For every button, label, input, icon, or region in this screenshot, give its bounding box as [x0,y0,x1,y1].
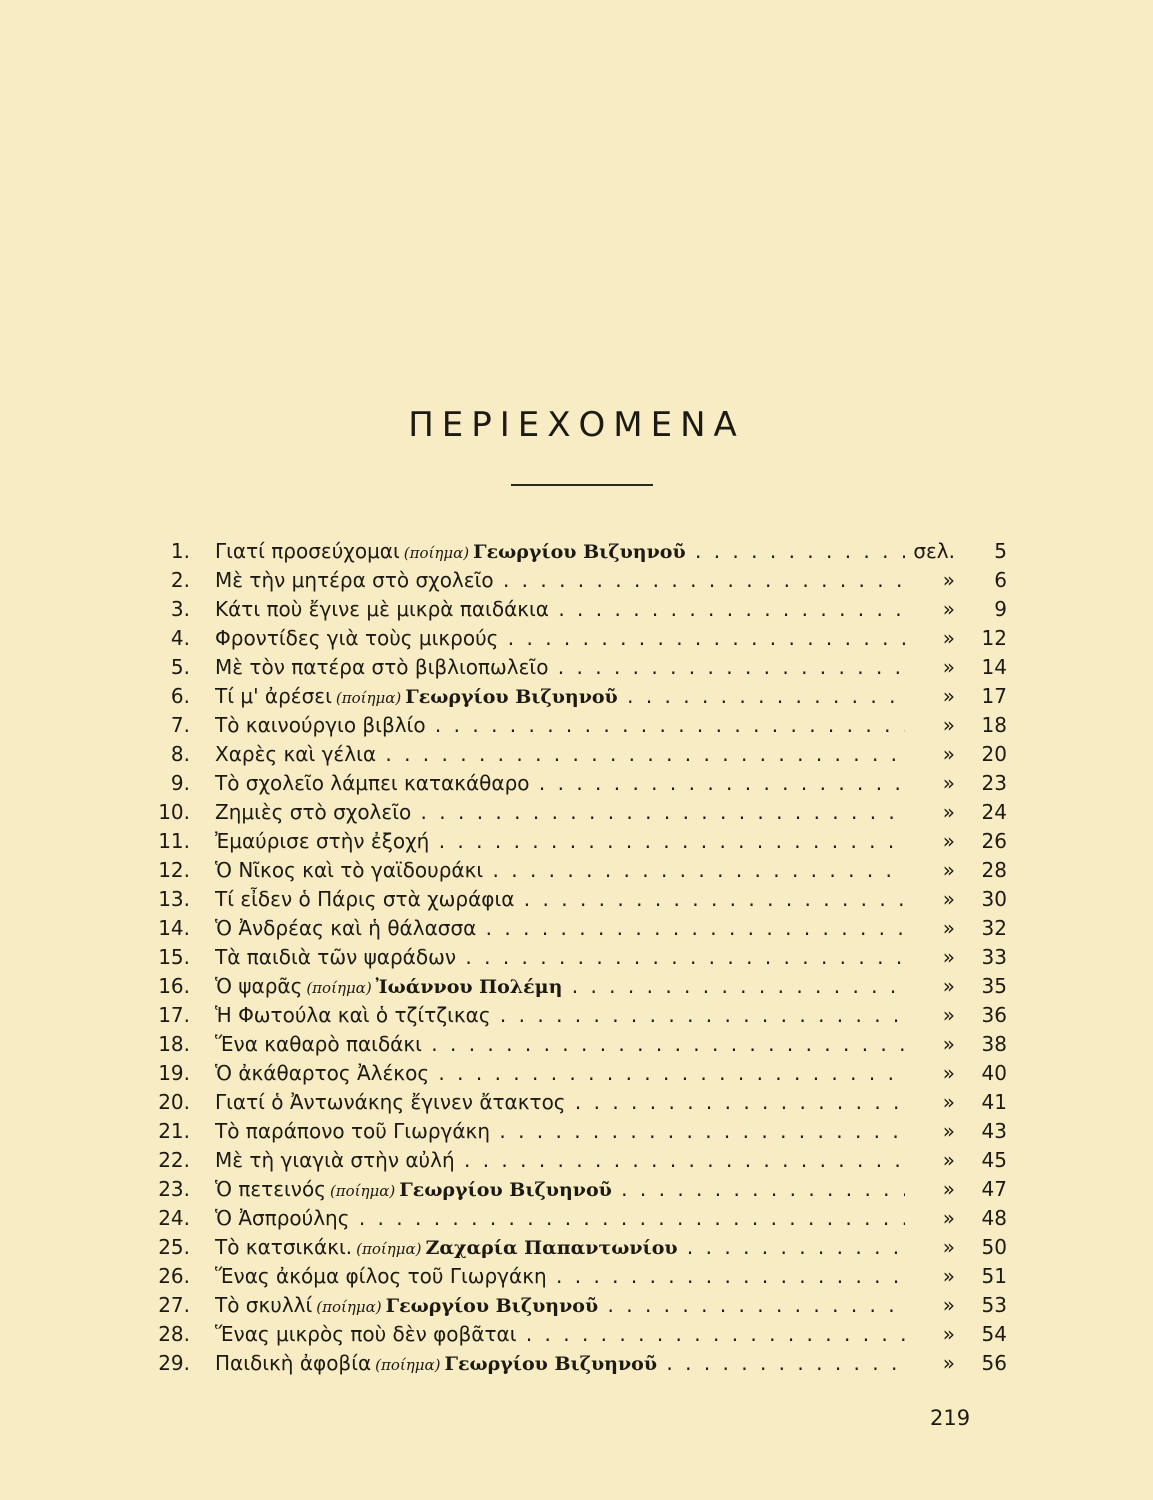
entry-page: 28 [981,858,1007,882]
entry-title: Τὸ σκυλλί [215,1293,313,1317]
page-marker: » [942,974,955,998]
entry-title: Ζημιὲς στὸ σχολεῖο [215,800,412,824]
dot-leader [657,1351,905,1375]
entry-page: 9 [994,597,1007,621]
entry-page: 51 [981,1264,1007,1288]
dot-leader [491,1003,905,1027]
entry-text [215,769,905,798]
page-number: 219 [930,1406,971,1430]
entry-genre: (ποίημα) [335,689,402,707]
entry-title: Τί μ' ἀρέσει [215,684,332,708]
toc-entry [0,914,1153,943]
page-marker: » [942,626,955,650]
entry-title: Ὁ Ἀνδρέας καὶ ἡ θάλασσα [215,916,477,940]
entry-title: Τὸ καινούργιο βιβλίο [215,713,426,737]
dot-leader [678,1235,905,1259]
page-marker: » [942,713,955,737]
page-marker: » [942,655,955,679]
entry-text [215,943,905,972]
page-marker: » [942,1206,955,1230]
toc-entry [0,1349,1153,1378]
entry-page: 32 [981,916,1007,940]
toc-entry [0,943,1153,972]
entry-text [215,1204,905,1233]
page-marker: » [942,742,955,766]
entry-page: 50 [981,1235,1007,1259]
entry-page: 54 [981,1322,1007,1346]
entry-title: Ὁ ἀκάθαρτος Ἀλέκος [215,1061,430,1085]
page-marker: » [942,1351,955,1375]
dot-leader [686,539,905,563]
entry-number: 4. [170,626,190,650]
page-marker: » [942,1235,955,1259]
entry-title: Μὲ τὸν πατέρα στὸ βιβλιοπωλεῖο [215,655,549,679]
entry-author: Γεωργίου Βιζυηνοῦ [444,1353,658,1375]
entry-page: 38 [981,1032,1007,1056]
entry-page: 5 [994,539,1007,563]
entry-number: 27. [158,1293,190,1317]
title-divider [511,484,653,486]
entry-number: 6. [170,684,190,708]
dot-leader [566,1090,905,1114]
entry-number: 2. [170,568,190,592]
dot-leader [422,1032,905,1056]
entry-page: 41 [981,1090,1007,1114]
page-marker: » [942,945,955,969]
entry-number: 19. [158,1061,190,1085]
dot-leader [349,1206,905,1230]
entry-genre: (ποίημα) [375,1356,441,1374]
entry-title: Γιατί προσεύχομαι [215,539,400,563]
toc-entry [0,856,1153,885]
toc-entry [0,595,1153,624]
page-marker: » [942,800,955,824]
entry-text [215,1320,905,1349]
page-marker: » [942,829,955,853]
toc-entry [0,1233,1153,1262]
entry-page: 43 [981,1119,1007,1143]
toc-entry [0,711,1153,740]
entry-text [215,1088,905,1117]
entry-page: 14 [981,655,1007,679]
entry-text [215,798,905,827]
page-marker: » [942,887,955,911]
entry-text [215,566,905,595]
entry-text [215,1175,905,1206]
entry-text [215,914,905,943]
entry-number: 28. [158,1322,190,1346]
page-marker: » [942,858,955,882]
dot-leader [548,655,905,679]
entry-title: Τὰ παιδιὰ τῶν ψαράδων [215,945,457,969]
dot-leader [498,626,905,650]
entry-number: 23. [158,1177,190,1201]
dot-leader [426,713,905,737]
page-marker: » [942,1003,955,1027]
entry-page: 47 [981,1177,1007,1201]
entry-page: 17 [981,684,1007,708]
entry-number: 25. [158,1235,190,1259]
page-marker: » [942,1090,955,1114]
dot-leader [618,684,905,708]
dot-leader [514,887,905,911]
dot-leader [562,974,905,998]
entry-number: 11. [158,829,190,853]
toc-entry [0,1204,1153,1233]
entry-title: Ὁ πετεινός [215,1177,326,1201]
entry-genre: (ποίημα) [356,1240,422,1258]
page-marker: » [942,771,955,795]
entry-number: 14. [158,916,190,940]
entry-number: 8. [170,742,190,766]
toc-entry [0,1059,1153,1088]
entry-text [215,1117,905,1146]
dot-leader [429,829,905,853]
entry-title: Ἕνας μικρὸς ποὺ δὲν φοβᾶται [215,1322,517,1346]
toc-entry [0,566,1153,595]
page-marker: » [942,1177,955,1201]
toc-entry [0,1001,1153,1030]
entry-page: 24 [981,800,1007,824]
dot-leader [429,1061,905,1085]
entry-page: 18 [981,713,1007,737]
entry-title: Ἕνα καθαρὸ παιδάκι [215,1032,422,1056]
entry-text [215,653,905,682]
entry-genre: (ποίημα) [329,1182,396,1200]
entry-text [215,827,905,856]
entry-title: Τὸ κατσικάκι. [215,1235,353,1259]
entry-title: Τὸ παράπονο τοῦ Γιωργάκη [215,1119,490,1143]
dot-leader [494,568,905,592]
toc-entry [0,1262,1153,1291]
entry-genre: (ποίημα) [306,979,372,997]
entry-number: 24. [158,1206,190,1230]
entry-number: 13. [158,887,190,911]
toc-entry [0,827,1153,856]
page-marker: » [942,1148,955,1172]
entry-title: Ἐμαύρισε στὴν ἐξοχή [215,829,430,853]
entry-text [215,1146,905,1175]
entry-number: 12. [158,858,190,882]
toc-entry [0,1117,1153,1146]
entry-number: 1. [170,539,190,563]
entry-text [215,1059,905,1088]
page-marker: » [942,1322,955,1346]
entry-number: 21. [158,1119,190,1143]
entry-number: 3. [170,597,190,621]
dot-leader [456,945,905,969]
entry-author: Ἰωάννου Πολέμη [375,976,563,998]
entry-page: 12 [981,626,1007,650]
entry-author: Γεωργίου Βιζυηνοῦ [385,1295,599,1317]
page-marker: » [942,1119,955,1143]
toc-entry [0,1175,1153,1204]
entry-page: 33 [981,945,1007,969]
entry-number: 29. [158,1351,190,1375]
page-marker: » [942,568,955,592]
page-marker: » [942,1061,955,1085]
entry-page: 48 [981,1206,1007,1230]
entry-text [215,682,905,713]
entry-number: 20. [158,1090,190,1114]
page-marker: » [942,1032,955,1056]
entry-text [215,740,905,769]
dot-leader [490,1119,905,1143]
entry-number: 22. [158,1148,190,1172]
entry-title: Παιδικὴ ἀφοβία [215,1351,372,1375]
entry-page: 40 [981,1061,1007,1085]
entry-page: 35 [981,974,1007,998]
toc-entry [0,1291,1153,1320]
dot-leader [598,1293,905,1317]
entry-page: 6 [994,568,1007,592]
entry-text [215,624,905,653]
dot-leader [612,1177,905,1201]
entry-page: 23 [981,771,1007,795]
toc-entry [0,1320,1153,1349]
entry-text [215,1262,905,1291]
entry-number: 7. [170,713,190,737]
entry-text [215,1001,905,1030]
page-marker: σελ. [913,539,955,563]
toc-entry [0,769,1153,798]
entry-number: 10. [158,800,190,824]
dot-leader [530,771,905,795]
entry-text [215,595,905,624]
entry-title: Ὁ Ἀσπρούλης [215,1206,350,1230]
entry-page: 56 [981,1351,1007,1375]
entry-title: Τὸ σχολεῖο λάμπει κατακάθαρο [215,771,530,795]
dot-leader [483,858,905,882]
entry-title: Ἡ Φωτούλα καὶ ὁ τζίτζικας [215,1003,491,1027]
entry-title: Φροντίδες γιὰ τοὺς μικρούς [215,626,499,650]
toc-entry [0,537,1153,566]
entry-page: 36 [981,1003,1007,1027]
entry-number: 26. [158,1264,190,1288]
entry-number: 5. [170,655,190,679]
entry-title: Γιατί ὁ Ἀντωνάκης ἔγινεν ἄτακτος [215,1090,566,1114]
entry-title: Μὲ τὴ γιαγιὰ στὴν αὐλή [215,1148,455,1172]
dot-leader [455,1148,905,1172]
table-of-contents [0,537,1153,1378]
entry-text [215,1030,905,1059]
entry-text [215,1291,905,1322]
toc-entry [0,1088,1153,1117]
entry-title: Ὁ Νῖκος καὶ τὸ γαϊδουράκι [215,858,484,882]
entry-text [215,856,905,885]
dot-leader [376,742,905,766]
dot-leader [547,1264,905,1288]
page-marker: » [942,597,955,621]
page-marker: » [942,1293,955,1317]
entry-page: 45 [981,1148,1007,1172]
entry-text [215,711,905,740]
toc-entry [0,624,1153,653]
entry-page: 53 [981,1293,1007,1317]
toc-entry [0,798,1153,827]
toc-entry [0,682,1153,711]
page-marker: » [942,916,955,940]
entry-number: 9. [170,771,190,795]
entry-title: Κάτι ποὺ ἔγινε μὲ μικρὰ παιδάκια [215,597,549,621]
toc-entry [0,1030,1153,1059]
dot-leader [476,916,905,940]
entry-text [215,1233,905,1264]
toc-entry [0,653,1153,682]
entry-page: 26 [981,829,1007,853]
dot-leader [549,597,905,621]
dot-leader [516,1322,905,1346]
entry-text [215,885,905,914]
page-marker: » [942,684,955,708]
entry-number: 15. [158,945,190,969]
toc-entry [0,885,1153,914]
entry-author: Γεωργίου Βιζυηνοῦ [473,541,686,563]
entry-title: Τί εἶδεν ὁ Πάρις στὰ χωράφια [215,887,515,911]
page-marker: » [942,1264,955,1288]
toc-entry [0,972,1153,1001]
entry-author: Γεωργίου Βιζυηνοῦ [399,1179,612,1201]
entry-number: 16. [158,974,190,998]
toc-entry [0,740,1153,769]
entry-text [215,1349,905,1380]
page-title: ΠΕΡΙΕΧΟΜΕΝΑ [408,405,745,445]
entry-page: 20 [981,742,1007,766]
entry-title: Μὲ τὴν μητέρα στὸ σχολεῖο [215,568,494,592]
entry-page: 30 [981,887,1007,911]
entry-title: Ὁ ψαρᾶς [215,974,303,998]
toc-entry [0,1146,1153,1175]
entry-author: Ζαχαρία Παπαντωνίου [425,1237,678,1259]
entry-title: Χαρὲς καὶ γέλια [215,742,377,766]
entry-number: 17. [158,1003,190,1027]
entry-genre: (ποίημα) [403,544,470,562]
dot-leader [411,800,905,824]
entry-author: Γεωργίου Βιζυηνοῦ [405,686,618,708]
entry-text [215,537,905,568]
entry-number: 18. [158,1032,190,1056]
entry-title: Ἕνας ἀκόμα φίλος τοῦ Γιωργάκη [215,1264,547,1288]
entry-text [215,972,905,1003]
entry-genre: (ποίημα) [316,1298,382,1316]
